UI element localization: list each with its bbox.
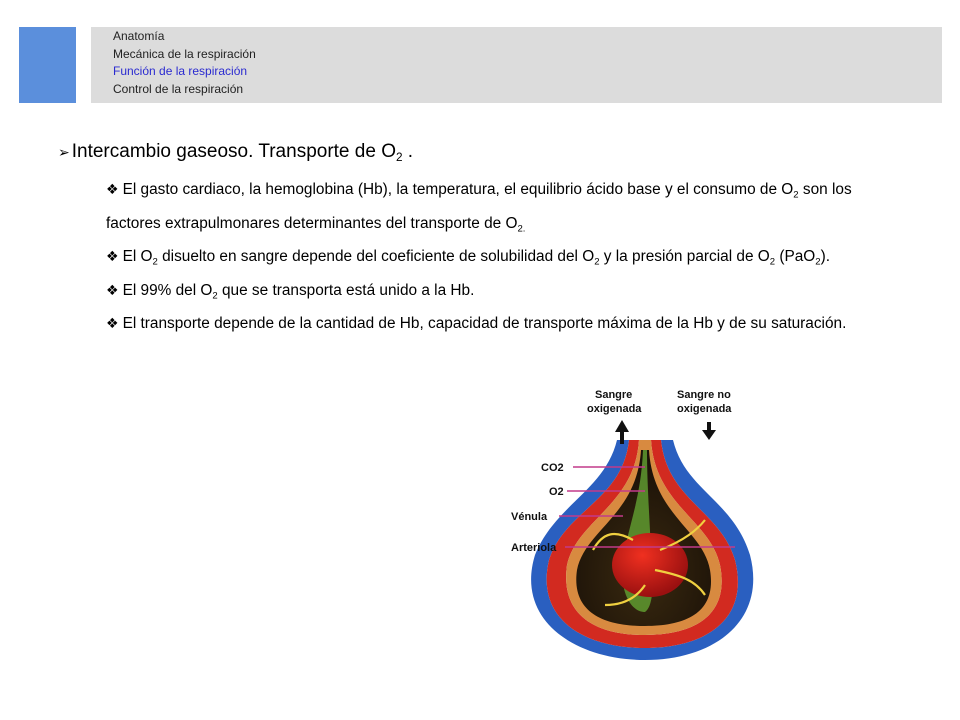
p2-sub-2: 2: [594, 256, 600, 268]
p1-sub-2: 2.: [517, 222, 526, 234]
nav-menu: [113, 28, 256, 98]
top-nav-bar: [91, 27, 942, 103]
label-deoxygenated-2: oxigenada: [677, 403, 732, 415]
label-deoxygenated-1: Sangre no: [677, 389, 731, 401]
p2-text-d: (PaO: [775, 248, 816, 265]
arrow-bullet-icon: ➢: [58, 144, 70, 160]
heading-subscript: 2: [395, 151, 403, 165]
heading-text: Intercambio gaseoso. Transporte de O: [71, 141, 396, 162]
paragraph-3: [106, 274, 896, 308]
p4-text-a: El transporte depende de la cantidad de Hb, capacidad de transporte máxima de la Hb y de su saturación.: [122, 315, 847, 332]
label-co2: CO2: [541, 462, 564, 474]
p2-text-e: ).: [820, 248, 830, 265]
label-oxygenated-2: oxigenada: [587, 403, 642, 415]
nav-item-control[interactable]: Control de la respiración: [113, 81, 244, 96]
p1-sub-1: 2: [793, 189, 799, 201]
diamond-bullet-icon: ❖: [106, 281, 119, 298]
alveolus-illustration: [505, 380, 780, 665]
heading-end: .: [402, 141, 414, 162]
label-o2: O2: [549, 486, 564, 498]
label-oxygenated-1: Sangre: [595, 389, 633, 401]
p2-text-b: disuelto en sangre depende del coeficiente de solubilidad del O: [157, 248, 595, 265]
section-heading: [58, 141, 413, 163]
p2-sub-4: 2: [815, 256, 821, 268]
down-arrow-icon: [702, 422, 716, 440]
label-arteriole: Arteriola: [511, 542, 557, 554]
p3-text-a: El 99% del O: [122, 281, 213, 299]
p3-text-b: que se transporta está unido a la Hb.: [217, 281, 475, 299]
p2-text-c: y la presión parcial de O: [599, 248, 770, 265]
alveolus-diagram: [505, 380, 780, 665]
p2-text-a: El O: [122, 248, 153, 265]
p1-text-b: son los factores extrapulmonares determinantes del transporte de O: [106, 181, 852, 232]
p2-sub-1: 2: [152, 256, 158, 268]
paragraph-4: [106, 307, 896, 341]
nav-item-mecanica[interactable]: Mecánica de la respiración: [113, 46, 256, 61]
body-content: [106, 173, 896, 341]
p1-text-a: El gasto cardiaco, la hemoglobina (Hb), la temperatura, el equilibrio ácido base y el consumo de O: [122, 181, 794, 198]
paragraph-2: [106, 240, 896, 274]
label-venule: Vénula: [511, 511, 548, 523]
nav-item-funcion[interactable]: Función de la respiración: [113, 64, 248, 78]
diamond-bullet-icon: ❖: [106, 248, 119, 264]
p3-sub-1: 2: [212, 289, 218, 301]
accent-square: [19, 27, 76, 103]
nav-item-anatomia[interactable]: Anatomía: [113, 29, 165, 43]
diamond-bullet-icon: ❖: [106, 181, 119, 197]
diamond-bullet-icon: ❖: [106, 315, 119, 331]
paragraph-1: [106, 173, 896, 240]
p2-sub-3: 2: [769, 256, 776, 268]
